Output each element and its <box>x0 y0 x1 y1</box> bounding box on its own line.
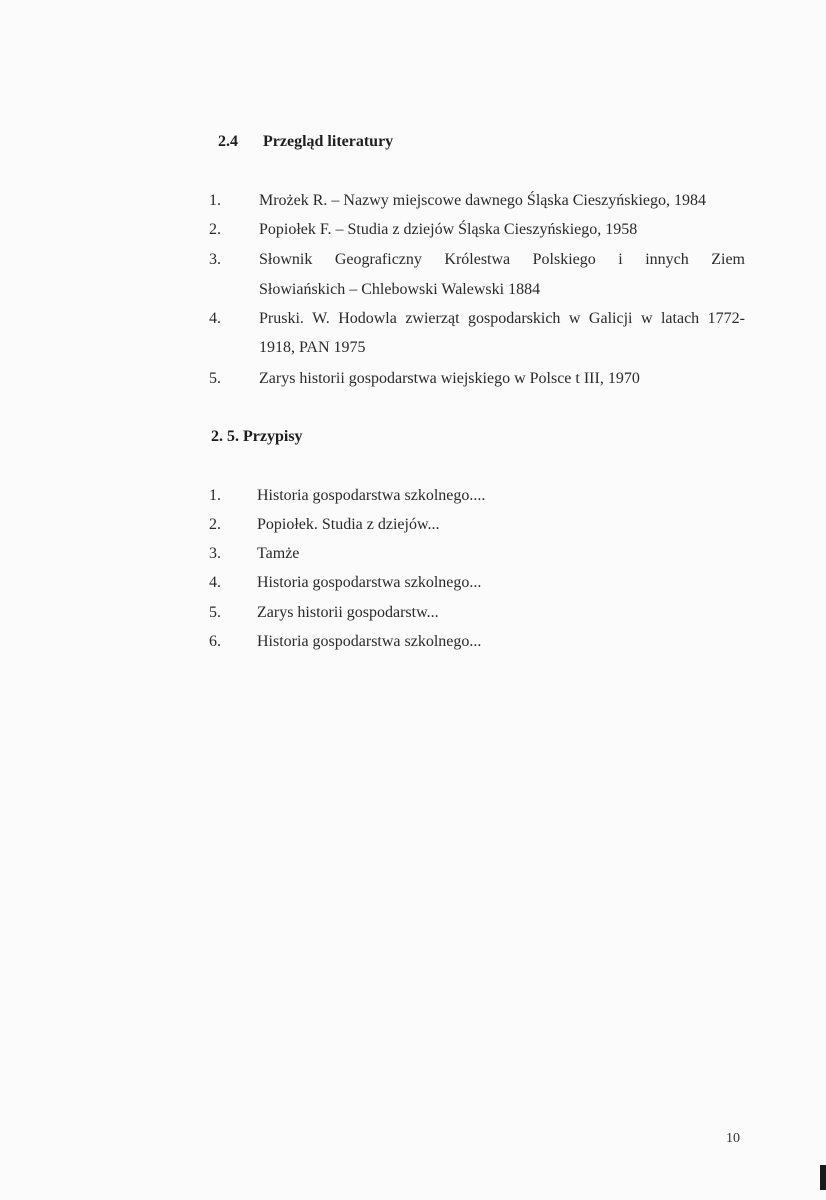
footnotes-heading-title: 2. 5. Przypisy <box>211 428 303 445</box>
list-item-number: 3. <box>209 251 221 268</box>
list-item-number: 3. <box>209 545 221 562</box>
list-item-number: 6. <box>209 633 221 650</box>
list-item-number: 2. <box>209 516 221 533</box>
list-item-text: Zarys historii gospodarstwa wiejskiego w Polsce t III, 1970 <box>259 370 640 387</box>
list-item-text: Tamże <box>257 545 300 562</box>
list-item-text: Zarys historii gospodarstw... <box>257 604 439 621</box>
list-item-text: Mrożek R. – Nazwy miejscowe dawnego Śląska Cieszyńskiego, 1984 <box>259 192 707 209</box>
literature-heading-title: Przegląd literatury <box>263 133 394 150</box>
list-item-text: Historia gospodarstwa szkolnego... <box>257 633 482 650</box>
list-item-text: Popiołek. Studia z dziejów... <box>257 516 440 533</box>
list-item-number: 5. <box>209 370 221 387</box>
list-item-number: 4. <box>209 310 221 327</box>
list-item-text: Słowiańskich – Chlebowski Walewski 1884 <box>259 281 541 298</box>
list-item-number: 1. <box>209 487 221 504</box>
page-number: 10 <box>726 1131 740 1146</box>
list-item-text: Słownik Geograficzny Królestwa Polskiego i innych Ziem <box>259 251 745 268</box>
footnotes-heading <box>211 428 303 446</box>
list-item-text: Historia gospodarstwa szkolnego... <box>257 574 482 591</box>
list-item-number: 4. <box>209 574 221 591</box>
list-item-number: 1. <box>209 192 221 209</box>
list-item-text: Pruski. W. Hodowla zwierząt gospodarskich w Galicji w latach 1772- <box>259 310 745 327</box>
scan-edge-mark <box>820 1165 826 1190</box>
literature-heading-number: 2.4 <box>218 133 238 150</box>
list-item-text: 1918, PAN 1975 <box>259 339 366 356</box>
list-item-number: 2. <box>209 221 221 238</box>
list-item-text: Popiołek F. – Studia z dziejów Śląska Cieszyńskiego, 1958 <box>259 221 638 238</box>
list-item-number: 5. <box>209 604 221 621</box>
list-item-text: Historia gospodarstwa szkolnego.... <box>257 487 486 504</box>
